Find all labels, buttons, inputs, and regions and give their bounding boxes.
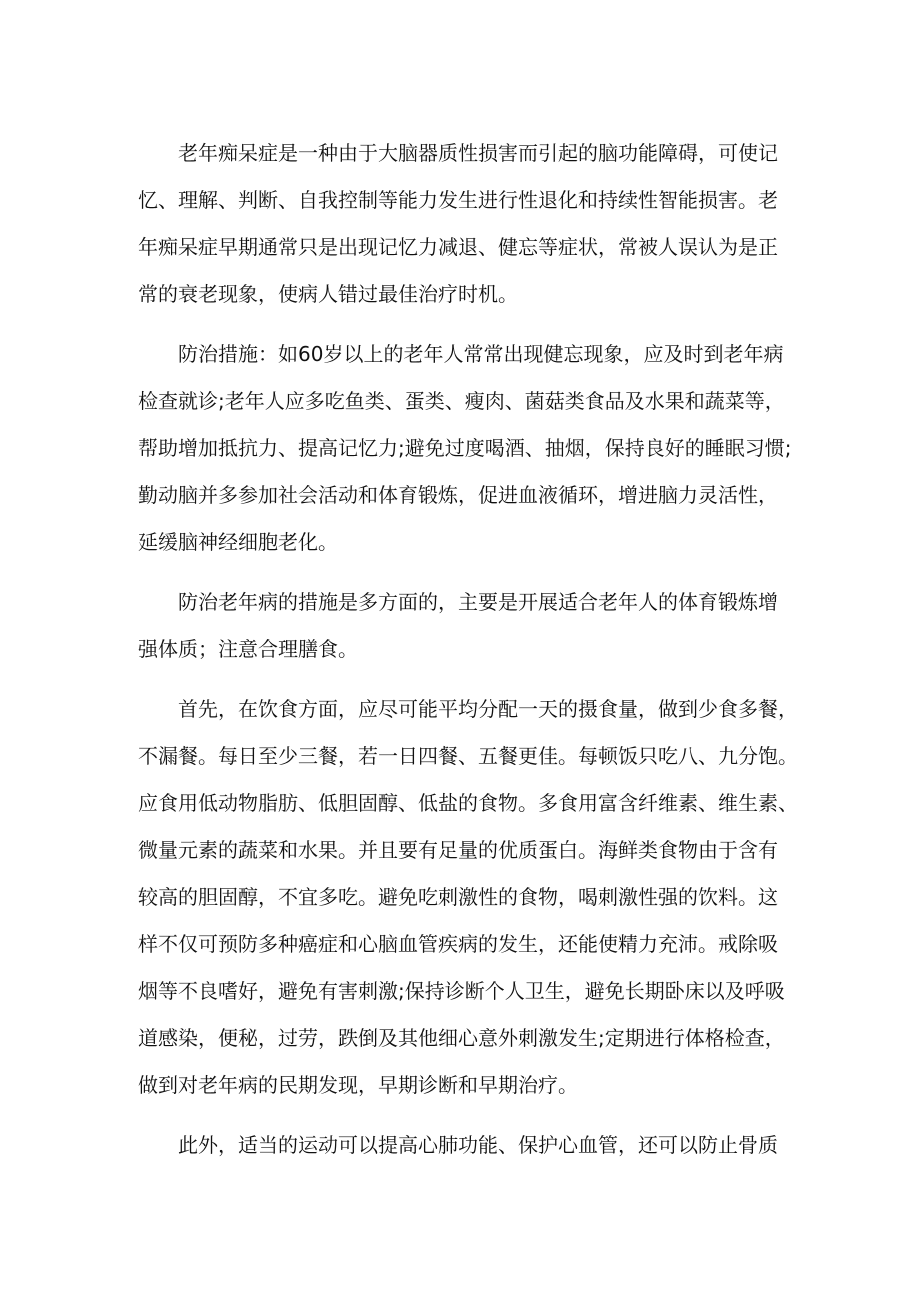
text-line: 勤动脑并多参加社会活动和体育锻炼，促进血液循环，增进脑力灵活性， (138, 483, 778, 507)
paragraph (138, 579, 798, 673)
text-line: 样不仅可预防多种癌症和心脑血管疾病的发生，还能使精力充沛。戒除吸 (138, 932, 778, 956)
text-line: 常的衰老现象，使病人错过最佳治疗时机。 (138, 282, 518, 306)
document-body (138, 130, 798, 1182)
text-line: 延缓脑神经细胞老化。 (138, 530, 338, 554)
text-line: 老年痴呆症是一种由于大脑器质性损害而引起的脑功能障碍，可使记 (178, 141, 778, 165)
text-line: 较高的胆固醇，不宜多吃。避免吃刺激性的食物，喝刺激性强的饮料。这 (138, 885, 778, 909)
text-line: 防治措施：如60岁以上的老年人常常出现健忘现象，应及时到老年病 (178, 342, 784, 366)
text-line: 强体质；注意合理膳食。 (138, 637, 358, 661)
text-line: 道感染，便秘，过劳，跌倒及其他细心意外刺激发生;定期进行体格检查， (138, 1026, 785, 1050)
text-line: 帮助增加抵抗力、提高记忆力;避免过度喝酒、抽烟，保持良好的睡眠习惯; (138, 436, 792, 460)
text-line: 微量元素的蔬菜和水果。并且要有足量的优质蛋白。海鲜类食物由于含有 (138, 838, 778, 862)
text-line: 首先，在饮食方面，应尽可能平均分配一天的摄食量，做到少食多餐， (178, 697, 798, 721)
paragraph (138, 130, 798, 318)
text-line: 忆、理解、判断、自我控制等能力发生进行性退化和持续性智能损害。老 (138, 188, 778, 212)
text-line: 此外，适当的运动可以提高心肺功能、保护心血管，还可以防止骨质 (178, 1133, 778, 1157)
text-line: 防治老年病的措施是多方面的，主要是开展适合老年人的体育锻炼增 (178, 590, 778, 614)
paragraph (138, 1122, 798, 1169)
paragraph (138, 331, 798, 566)
text-line: 不漏餐。每日至少三餐，若一日四餐、五餐更佳。每顿饭只吃八、九分饱。 (138, 744, 798, 768)
text-line: 应食用低动物脂肪、低胆固醇、低盐的食物。多食用富含纤维素、维生素、 (138, 791, 798, 815)
paragraph (138, 686, 798, 1109)
text-line: 做到对老年病的民期发现，早期诊断和早期治疗。 (138, 1073, 578, 1097)
text-line: 烟等不良嗜好，避免有害刺激;保持诊断个人卫生，避免长期卧床以及呼吸 (138, 979, 785, 1003)
text-line: 检查就诊;老年人应多吃鱼类、蛋类、瘦肉、菌菇类食品及水果和蔬菜等， (138, 389, 785, 413)
text-line: 年痴呆症早期通常只是出现记忆力减退、健忘等症状，常被人误认为是正 (138, 235, 778, 259)
